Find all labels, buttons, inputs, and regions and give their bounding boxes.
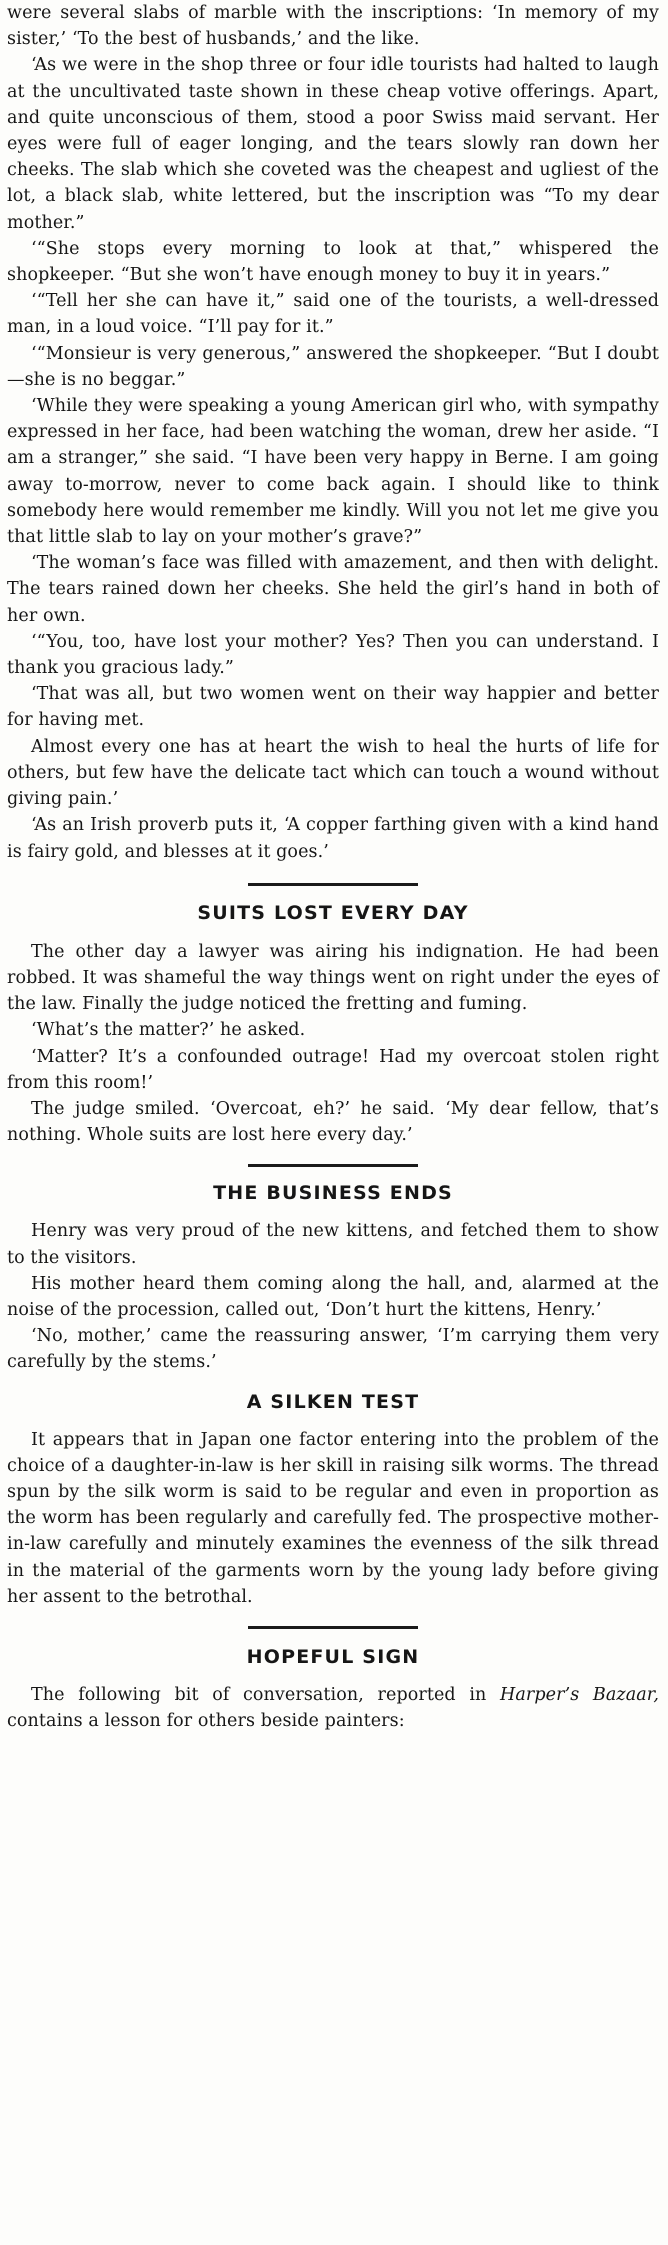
paragraph: His mother heard them coming along the hall, and, alarmed at the noise of the procession, called out, ‘Don’t hurt the kittens, Henry.’ [7, 1273, 659, 1320]
paragraph-text: contains a lesson for others beside painters: [7, 1711, 405, 1732]
paragraph [7, 1682, 659, 1734]
paragraph: ‘As we were in the shop three or four idle tourists had halted to laugh at the uncultivated taste shown in these cheap votive offerings. Apart, and quite unconscious of them, stood a poor Swiss maid servant. Her eyes were full of eager longing, and the tears slowly ran down her cheeks. The slab which she coveted was the cheapest and ugliest of the lot, a black slab, white lettered, but the inscription was “To my dear mother.” [7, 55, 659, 233]
paragraph: ‘The woman’s face was filled with amazement, and then with delight. The tears rained down her cheeks. She held the girl’s hand in both of her own. [7, 553, 659, 626]
paragraph: ‘As an Irish proverb puts it, ‘A copper farthing given with a kind hand is fairy gold, and blesses at it goes.’ [7, 815, 659, 862]
paragraph: Henry was very proud of the new kittens, and fetched them to show to the visitors. [7, 1221, 659, 1268]
text-column [7, 0, 659, 1734]
paragraph: It appears that in Japan one factor entering into the problem of the choice of a daughter-in-law is her skill in raising silk worms. The thread spun by the silk worm is said to be regular and even in proportion as the worm has been regularly and carefully fed. The prospective mother-in-law carefully and minutely examines the evenness of the silk thread in the material of the garments worn by the young lady before giving her assent to the betrothal. [7, 1429, 659, 1607]
paragraph: ‘Matter? It’s a confounded outrage! Had my overcoat stolen right from this room!’ [7, 1046, 659, 1093]
paragraph: ‘No, mother,’ came the reassuring answer, ‘I’m carrying them very carefully by the stems.’ [7, 1326, 659, 1373]
section-heading-hopeful-sign: HOPEFUL SIGN [246, 1645, 420, 1668]
paragraph: ‘“Monsieur is very generous,” answered the shopkeeper. “But I doubt—she is no beggar.” [7, 343, 659, 390]
paragraph: ‘While they were speaking a young American girl who, with sympathy expressed in her face, had been watching the woman, drew her aside. “I am a stranger,” she said. “I have been very happy in Berne. I am going away to-morrow, never to come back again. I should like to think somebody here would remember me kindly. Will you not let me give you that little slab to lay on your mother’s grave?” [7, 396, 659, 548]
paragraph-text: The following bit of conversation, reported in [31, 1684, 487, 1705]
paragraph: The other day a lawyer was airing his indignation. He had been robbed. It was shameful the way things went on right under the eyes of the law. Finally the judge noticed the fretting and fuming. [7, 941, 659, 1015]
paragraph: ‘That was all, but two women went on their way happier and better for having met. [7, 684, 659, 731]
section-divider [248, 883, 418, 886]
paragraph: ‘“You, too, have lost your mother? Yes? Then you can understand. I thank you gracious lady.” [7, 631, 659, 679]
paragraph: Almost every one has at heart the wish to heal the hurts of life for others, but few have the delicate tact which can touch a wound without giving pain.’ [7, 736, 659, 810]
section-heading-business-ends: THE BUSINESS ENDS [213, 1182, 453, 1205]
paragraph: ‘What’s the matter?’ he asked. [31, 1020, 306, 1041]
paragraph: The judge smiled. ‘Overcoat, eh?’ he said. ‘My dear fellow, that’s nothing. Whole suits are lost here every day.’ [7, 1098, 659, 1146]
paragraph: were several slabs of marble with the inscriptions: ‘In memory of my sister,’ ‘To the best of husbands,’ and the like. [7, 3, 659, 50]
paragraph: ‘“Tell her she can have it,” said one of the tourists, a well-dressed man, in a loud voice. “I’ll pay for it.” [7, 291, 659, 338]
section-divider [248, 1626, 418, 1629]
section-heading-silken-test: A SILKEN TEST [246, 1390, 420, 1413]
section-heading-suits-lost: SUITS LOST EVERY DAY [197, 901, 469, 924]
publication-title: Harper’s Bazaar, [500, 1684, 660, 1705]
paragraph: ‘“She stops every morning to look at that,” whispered the shopkeeper. “But she won’t have enough money to buy it in years.” [7, 238, 659, 286]
section-divider [248, 1164, 418, 1167]
